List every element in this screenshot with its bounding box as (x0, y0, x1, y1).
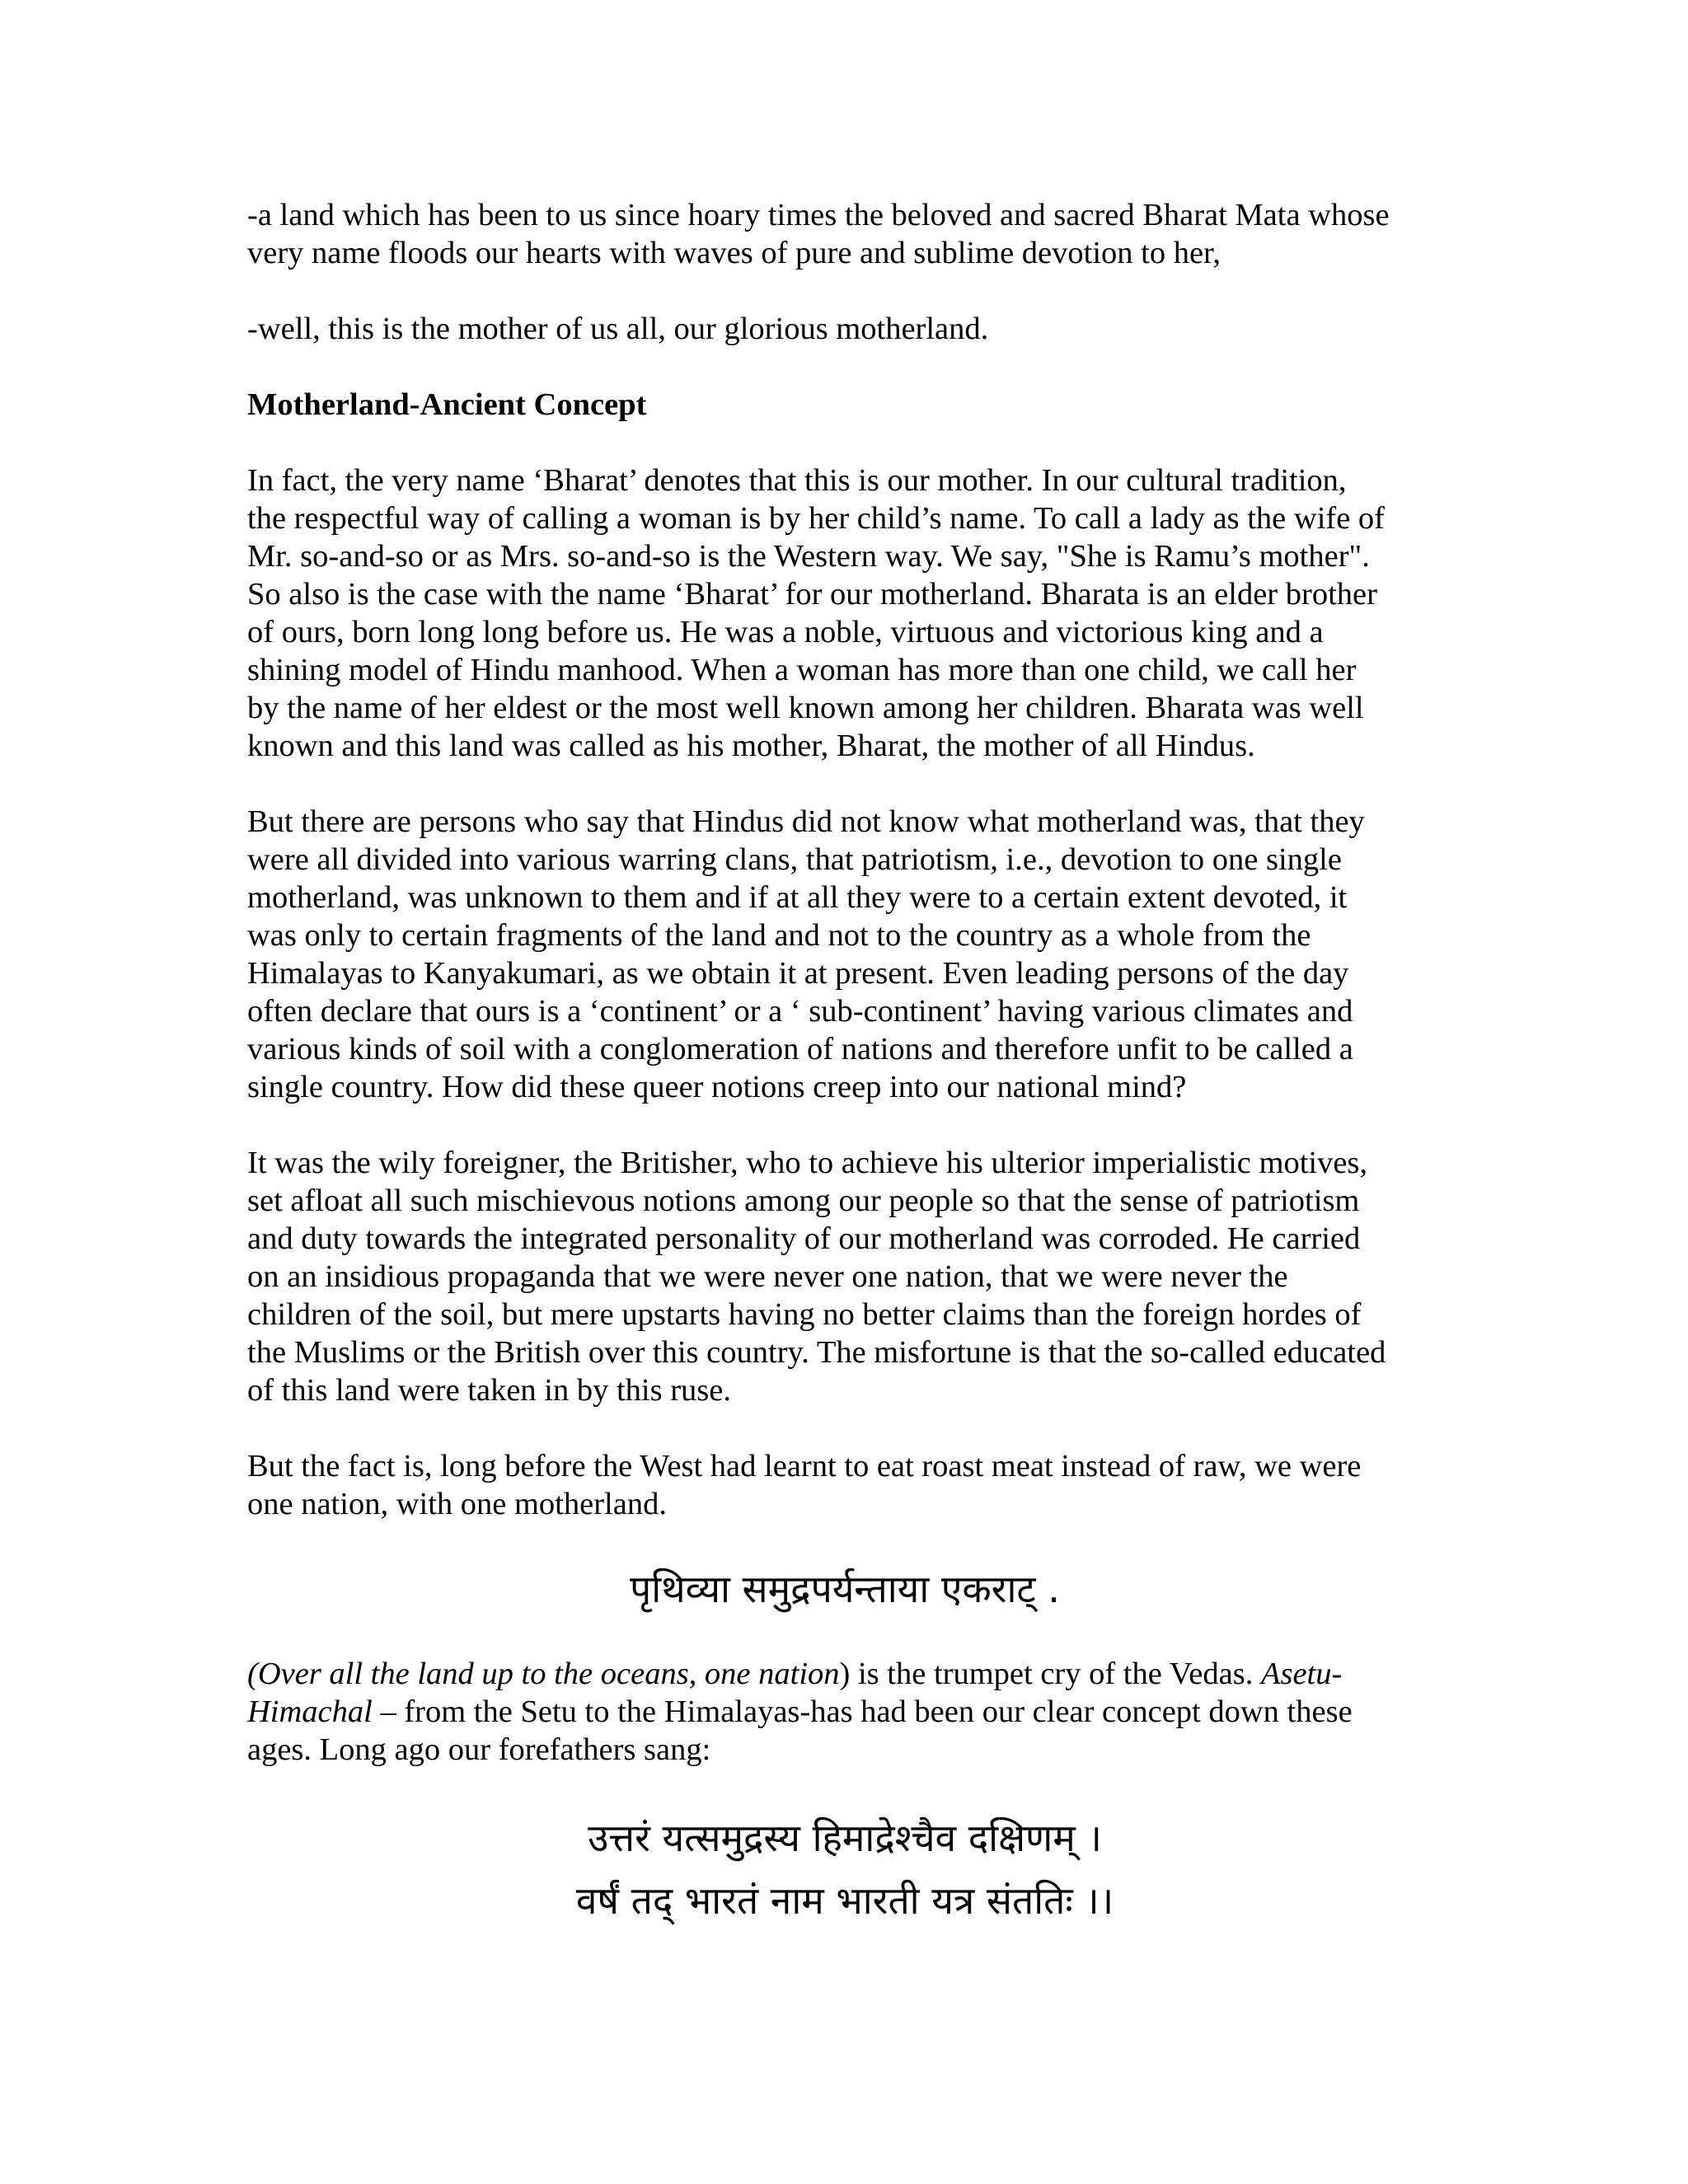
document-page (247, 196, 1442, 1932)
italic-term: Himachal (247, 1694, 373, 1729)
italic-term: Asetu- (1260, 1657, 1343, 1691)
text-fragment: ) is the trumpet cry of the Vedas. (839, 1657, 1261, 1691)
text-fragment: – from the Setu to the Himalayas-has had been our clear concept down these (372, 1694, 1353, 1729)
italic-translation: (Over all the land up to the oceans, one nation (247, 1657, 840, 1691)
text-line: often declare that ours is a ‘continent’ or a ‘ sub-continent’ having various climates and (247, 994, 1353, 1029)
text-line: Mr. so-and-so or as Mrs. so-and-so is the Western way. We say, "She is Ramu’s mother". (247, 539, 1370, 574)
text-line (247, 1693, 1442, 1731)
verse-line: वर्षं तद् भारतं नाम भारती यत्र संततिः ।। (575, 1878, 1114, 1923)
sanskrit-verse-bharat (247, 1807, 1442, 1932)
text-line: the respectful way of calling a woman is by her child’s name. To call a lady as the wife of (247, 501, 1386, 536)
text-line: Himalayas to Kanyakumari, as we obtain it at present. Even leading persons of the day (247, 956, 1349, 991)
intro-paragraph (247, 196, 1442, 272)
text-line: by the name of her eldest or the most well known among her children. Bharata was well (247, 691, 1364, 725)
intro-closing-line: -well, this is the mother of us all, our glorious motherland. (247, 312, 989, 346)
section-heading: Motherland-Ancient Concept (247, 387, 647, 422)
text-line: of ours, born long long before us. He was a noble, virtuous and victorious king and a (247, 615, 1324, 649)
text-line: and duty towards the integrated personality of our motherland was corroded. He carried (247, 1221, 1361, 1256)
verse-line: उत्तरं यत्समुद्रस्य हिमाद्रेश्चैव दक्षिणम् । (588, 1816, 1102, 1860)
paragraph-persons-say (247, 803, 1442, 1106)
text-line: ages. Long ago our forefathers sang: (247, 1732, 711, 1767)
text-line: of this land were taken in by this ruse. (247, 1373, 731, 1408)
text-line: -a land which has been to us since hoary times the beloved and sacred Bharat Mata whose (247, 198, 1390, 232)
text-line: was only to certain fragments of the land and not to the country as a whole from the (247, 918, 1311, 953)
paragraph-vedas (247, 1655, 1442, 1769)
text-line: In fact, the very name ‘Bharat’ denotes that this is our mother. In our cultural tradition, (247, 463, 1347, 498)
text-line: known and this land was called as his mother, Bharat, the mother of all Hindus. (247, 729, 1255, 763)
text-line: the Muslims or the British over this country. The misfortune is that the so-called educated (247, 1335, 1386, 1370)
paragraph-wily-foreigner (247, 1144, 1442, 1409)
text-line: various kinds of soil with a conglomeration of nations and therefore unfit to be called a (247, 1032, 1353, 1066)
text-line: set afloat all such mischievous notions among our people so that the sense of patriotism (247, 1183, 1360, 1218)
text-line: were all divided into various warring clans, that patriotism, i.e., devotion to one single (247, 842, 1342, 877)
text-line: on an insidious propaganda that we were never one nation, that we were never the (247, 1259, 1288, 1294)
text-line: shining model of Hindu manhood. When a woman has more than one child, we call her (247, 653, 1357, 687)
text-line: So also is the case with the name ‘Bharat’ for our motherland. Bharata is an elder brother (247, 577, 1377, 612)
text-line: But the fact is, long before the West had learnt to eat roast meat instead of raw, we were (247, 1449, 1362, 1483)
text-line (247, 1655, 1442, 1693)
text-line: very name floods our hearts with waves of pure and sublime devotion to her, (247, 236, 1221, 270)
paragraph-bharat-name (247, 462, 1442, 765)
text-line: children of the soil, but mere upstarts having no better claims than the foreign hordes of (247, 1297, 1362, 1332)
text-line: motherland, was unknown to them and if at all they were to a certain extent devoted, it (247, 880, 1348, 915)
paragraph-one-nation (247, 1447, 1442, 1523)
text-line: single country. How did these queer notions creep into our national mind? (247, 1070, 1187, 1104)
text-line: It was the wily foreigner, the Britisher, who to achieve his ulterior imperialistic motives, (247, 1146, 1368, 1180)
text-line: one nation, with one motherland. (247, 1487, 667, 1521)
sanskrit-verse-one-nation: पृथिव्या समुद्रपर्यन्ताया एकराट् . (630, 1567, 1060, 1611)
text-line: But there are persons who say that Hindus did not know what motherland was, that they (247, 804, 1365, 839)
